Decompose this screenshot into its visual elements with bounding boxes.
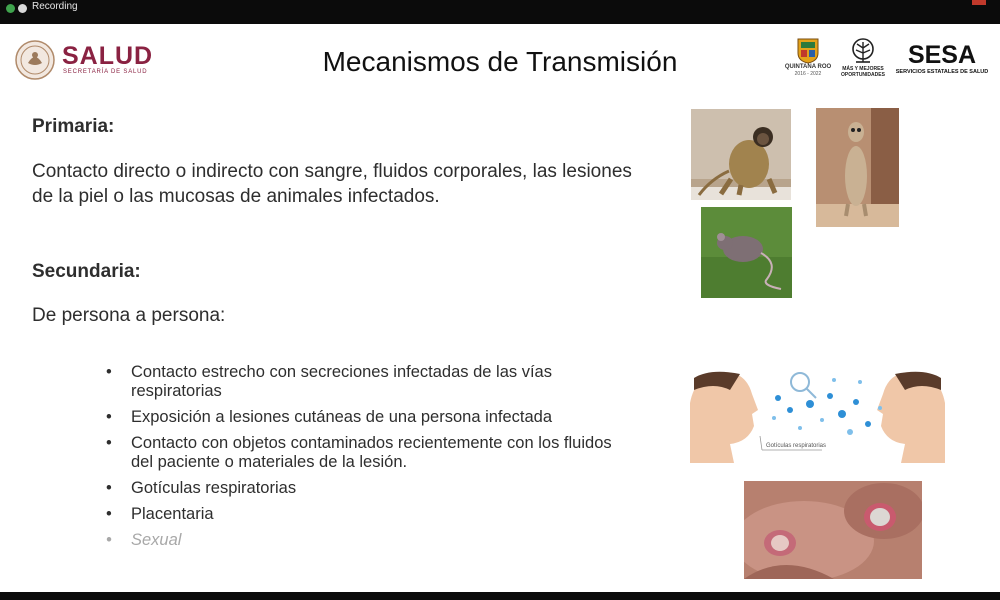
rat-photo — [701, 207, 792, 298]
list-item-text: Placentaria — [131, 505, 214, 523]
tree-icon — [848, 38, 878, 66]
mas-y-mejores-line2: OPORTUNIDADES — [841, 72, 885, 78]
bullet-icon: • — [106, 408, 112, 426]
recording-label: Recording — [32, 1, 78, 12]
bottom-bar — [0, 592, 1000, 600]
skin-lesion-photo — [744, 481, 922, 579]
bullet-icon: • — [106, 363, 112, 381]
transmission-list — [106, 363, 636, 557]
primaria-description: Contacto directo o indirecto con sangre, fluidos corporales, las lesiones de la piel o las mucosas de animales infectados. — [32, 161, 632, 207]
list-item — [106, 531, 636, 550]
secundaria-description: De persona a persona: — [32, 305, 226, 326]
list-item-text: Contacto estrecho con secreciones infectadas de las vías respiratorias — [131, 363, 552, 400]
salud-logo — [14, 38, 174, 84]
meerkat-photo — [816, 108, 899, 227]
close-mark-icon[interactable] — [972, 0, 986, 5]
primaria-heading: Primaria: — [32, 116, 115, 137]
sesa-logo-subtitle: SERVICIOS ESTATALES DE SALUD — [895, 69, 989, 75]
bullet-icon: • — [106, 505, 112, 523]
list-item — [106, 434, 636, 472]
salud-logo-subtitle: SECRETARÍA DE SALUD — [63, 69, 148, 75]
secundaria-heading: Secundaria: — [32, 261, 141, 282]
salud-logo-name: SALUD — [62, 42, 154, 70]
mexico-seal-icon — [14, 39, 56, 81]
bullet-icon: • — [106, 531, 112, 549]
list-item-text: Sexual — [131, 531, 182, 549]
list-item — [106, 479, 636, 498]
quintana-roo-years: 2016 - 2022 — [794, 71, 822, 77]
mas-y-mejores-line1: MÁS Y MEJORES — [842, 66, 884, 72]
list-item-text: Exposición a lesiones cutáneas de una persona infectada — [131, 408, 553, 426]
quintana-roo-name: QUINTANA ROO — [784, 64, 832, 70]
recording-bar — [0, 0, 1000, 24]
bullet-icon: • — [106, 434, 112, 452]
list-item — [106, 363, 636, 401]
list-item — [106, 505, 636, 524]
respiratory-droplets-illustration — [690, 368, 945, 463]
list-item — [106, 408, 636, 427]
sesa-logo — [893, 42, 991, 82]
mas-y-mejores-logo — [838, 38, 888, 84]
quintana-roo-logo — [783, 38, 833, 84]
list-item-text: Gotículas respiratorias — [131, 479, 297, 497]
slide-title: Mecanismos de Transmisión — [322, 46, 678, 77]
quintana-roo-shield-icon — [797, 38, 819, 64]
sesa-logo-name: SESA — [907, 41, 977, 69]
droplets-caption: Gotículas respiratorias — [766, 443, 827, 449]
bullet-icon: • — [106, 479, 112, 497]
camera-icon — [18, 4, 27, 13]
record-status-icon — [6, 4, 15, 13]
list-item-text: Contacto con objetos contaminados recientemente con los fluidos del paciente o materiales de la lesión. — [131, 434, 612, 471]
monkey-photo — [691, 109, 791, 200]
